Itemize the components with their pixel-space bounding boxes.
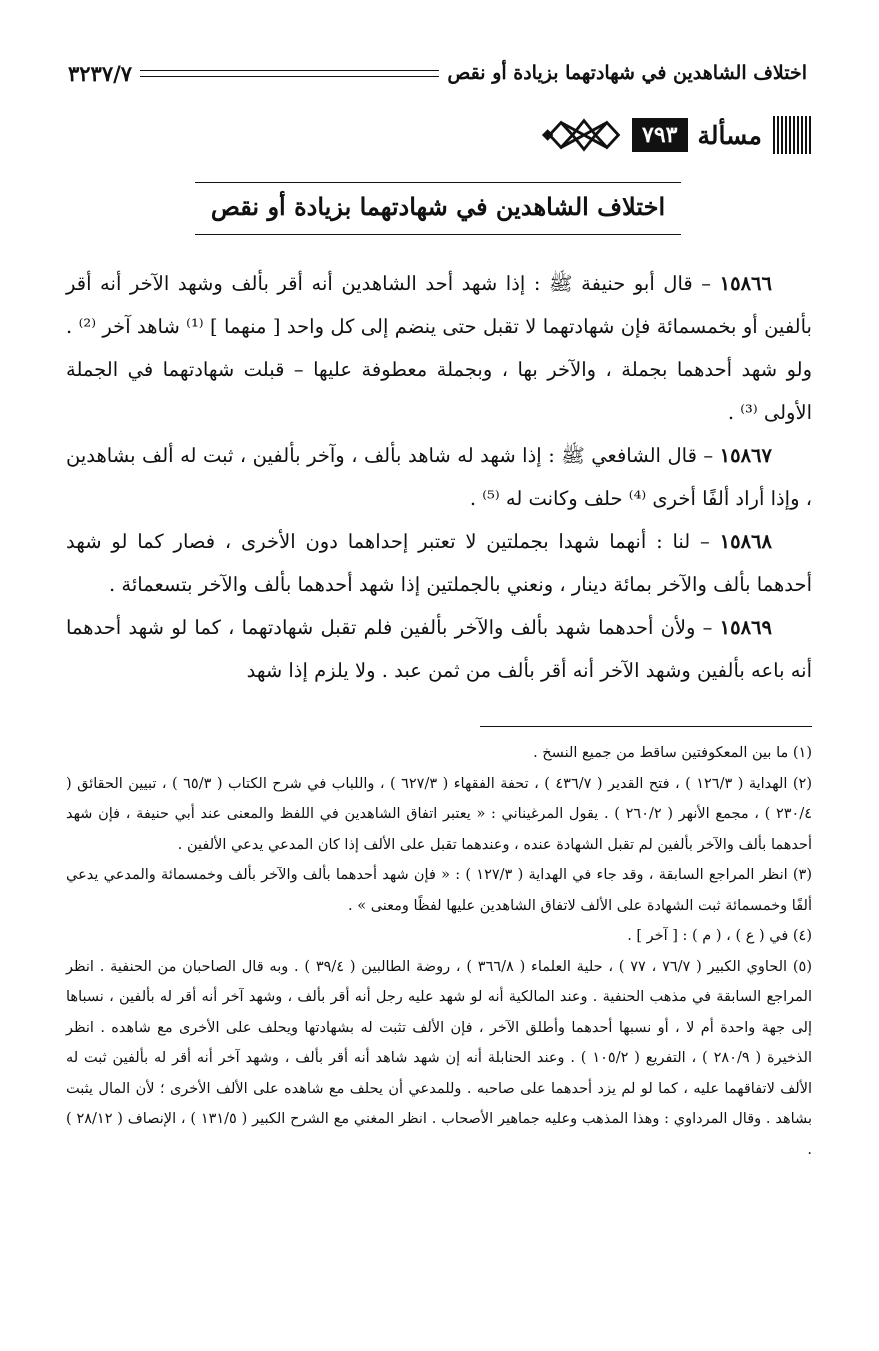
running-header: [68, 56, 807, 90]
paragraph-15869: [66, 606, 812, 692]
paragraph-15867: [66, 434, 812, 520]
paragraph-number: ١٥٨٦٧: [719, 444, 772, 467]
header-double-rule: [140, 70, 439, 77]
paragraph-15866: [66, 262, 812, 434]
title-rule-top: [195, 182, 681, 183]
main-body: [66, 262, 812, 692]
running-title: اختلاف الشاهدين في شهادتهما بزيادة أو نقص: [447, 62, 807, 84]
paragraph-number: ١٥٨٦٨: [719, 530, 772, 553]
paragraph-text: – قال أبو حنيفة ﷺ : إذا شهد أحد الشاهدين أنه أقر بألف وشهد الآخر أنه أقر بألفين أو بخمسمائة فإن شهادتهما لا تقبل حتى ينضم إلى كل واحد [ منهما ] ⁽¹⁾ شاهد آخر ⁽²⁾ . ولو شهد أحدهما بجملة ، والآخر بها ، وبجملة معطوفة عليها – قبلت شهادتهما في الجملة الأولى ⁽³⁾ .: [66, 272, 812, 424]
footnotes: [66, 738, 812, 1165]
paragraph-15868: [66, 520, 812, 606]
footnote-separator: [480, 726, 812, 727]
paragraph-text: – ولأن أحدهما شهد بألف والآخر بألفين فلم تقبل شهادتهما ، كما لو شهد أحدهما أنه باعه بألفين وشهد الآخر أنه أقر بألف من ثمن عبد . ولا يلزم إذا شهد: [66, 616, 812, 682]
footnote-1: (١) ما بين المعكوفتين ساقط من جميع النسخ .: [533, 745, 812, 761]
footnote-4: (٤) في ( ع ) ، ( م ) : [ آخر ] .: [627, 928, 812, 944]
paragraph-number: ١٥٨٦٦: [719, 272, 772, 295]
masala-banner: [540, 112, 812, 158]
masala-number: ٧٩٣: [632, 118, 687, 152]
paragraph-text: – قال الشافعي ﷺ : إذا شهد له شاهد بألف ، وآخر بألفين ، ثبت له ألف بشاهدين ، وإذا أراد ألفًا أخرى ⁽⁴⁾ حلف وكانت له ⁽⁵⁾ .: [66, 444, 812, 510]
paragraph-number: ١٥٨٦٩: [719, 616, 772, 639]
title-rule-bottom: [195, 234, 681, 235]
vertical-bars-ornament: [772, 116, 812, 154]
section-title: اختلاف الشاهدين في شهادتهما بزيادة أو نقص: [210, 192, 666, 221]
masala-label: مسألة: [697, 120, 762, 150]
footnote-5: (٥) الحاوي الكبير ( ٧٦/٧ ، ٧٧ ) ، حلية العلماء ( ٣٦٦/٨ ) ، روضة الطالبين ( ٣٩/٤ ) . وبه قال الصاحبان من الحنفية . انظر المراجع السابقة في مذهب الحنفية . وعند المالكية أنه لو شهد عليه رجل أنه أقر بألف ، وشهد آخر أنه أقر له بألفين ، نسباها إلى جهة واحدة أم لا ، أو نسبها أحدهما وأطلق الآخر ، فإن الألف تثبت له بشهادتها ويحلف على الأخرى مع شاهده . انظر الذخيرة ( ٢٨٠/٩ ) ، التفريع ( ١٠٥/٢ ) . وعند الحنابلة أنه إن شهد شاهد أنه أقر بألف ، وشهد آخر أنه أقر له بألفين ثبت له الألف لاتفاقهما عليه ، كما لو لم يزد أحدهما على صاحبه . وللمدعي أن يحلف مع شاهده على الألف الأخرى ؛ لأن المال يثبت بشاهد . وقال المرداوي : وهذا المذهب وعليه جماهير الأصحاب . انظر المغني مع الشرح الكبير ( ١٣١/٥ ) ، الإنصاف ( ٢٨/١٢ ) .: [66, 958, 812, 1158]
page-reference: ٣٢٣٧/٧: [68, 60, 133, 86]
footnote-3: (٣) انظر المراجع السابقة ، وقد جاء في الهداية ( ١٢٧/٣ ) : « فإن شهد أحدهما بألف والآخر بألف وخمسمائة والمدعي يدعي ألفًا وخمسمائة ثبت الشهادة على الألف لاتفاق الشاهدين عليها لفظًا ومعنى » .: [66, 867, 813, 914]
paragraph-text: – لنا : أنهما شهدا بجملتين لا تعتبر إحداهما دون الأخرى ، فصار كما لو شهد أحدهما بألف والآخر بمائة دينار ، ونعني بالجملتين إذا شهد أحدهما بألف والآخر بتسعمائة .: [66, 530, 812, 596]
geometric-ornament-icon: [540, 112, 626, 158]
footnote-2: (٢) الهداية ( ١٢٦/٣ ) ، فتح القدير ( ٤٣٦/٧ ) ، تحفة الفقهاء ( ٦٢٧/٣ ) ، واللباب في شرح الكتاب ( ٦٥/٣ ) ، تبيين الحقائق ( ٢٣٠/٤ ) ، مجمع الأنهر ( ٢٦٠/٢ ) . يقول المرغيناني : « يعتبر اتفاق الشاهدين في اللفظ والمعنى عند أبي حنيفة ، فإن شهد أحدهما بألف والآخر بألفين لم تقبل الشهادة عنده ، وعندهما تقبل على الألف إذا كان المدعي يدعي الألفين .: [66, 775, 812, 853]
